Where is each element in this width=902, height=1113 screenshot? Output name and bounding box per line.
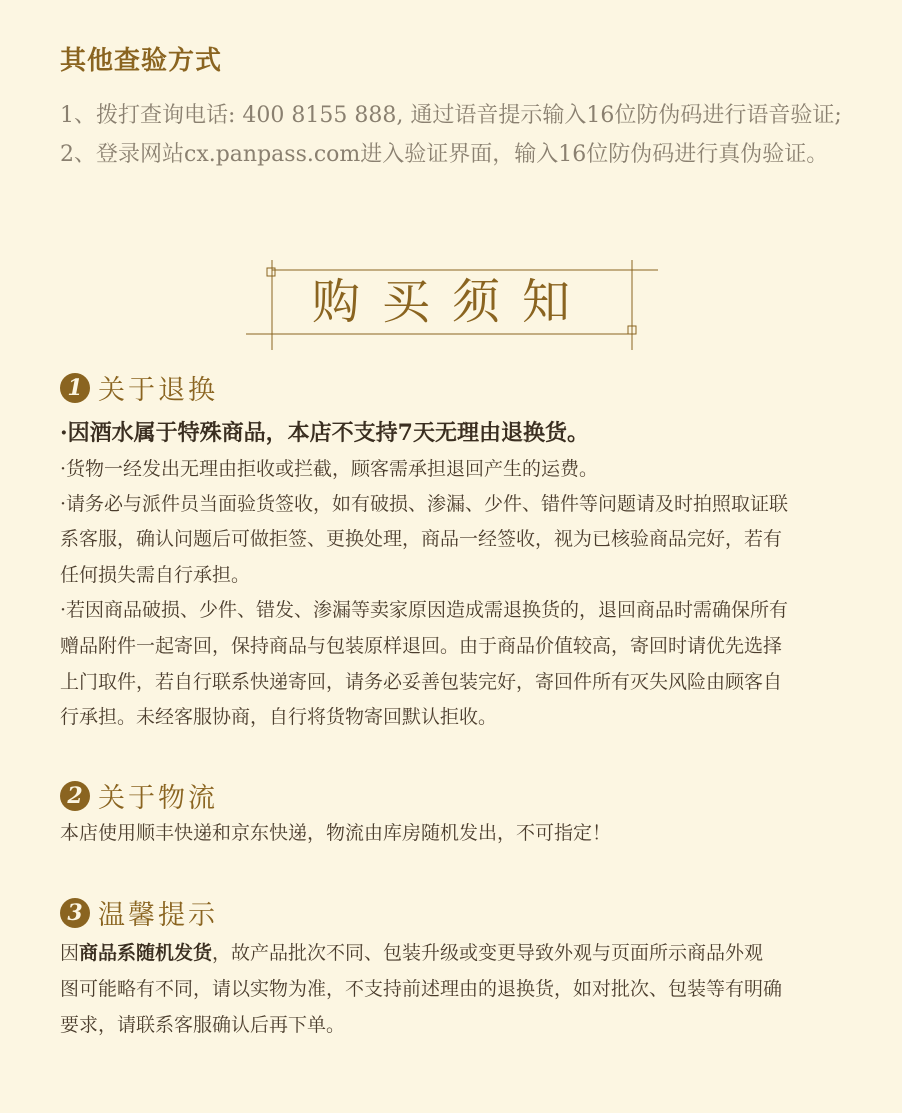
returns-line: ·若因商品破损、少件、错发、渗漏等卖家原因造成需退换货的，退回商品时需确保所有	[60, 599, 789, 621]
other-methods-heading: 其他查验方式	[60, 46, 223, 76]
section-number-badge: 3	[60, 898, 90, 928]
section-returns-header	[60, 368, 218, 407]
section-title: 温馨提示	[98, 900, 218, 931]
other-method-line: 1、拨打查询电话: 400 8155 888, 通过语音提示输入16位防伪码进行语音验证;	[60, 103, 842, 128]
tips-bold-phrase: 商品系随机发货	[79, 942, 213, 964]
purchase-notice-title: 购买须知	[311, 274, 592, 330]
section-tips-header	[60, 893, 218, 932]
section-number-badge: 2	[60, 781, 90, 811]
tips-rest: ，故产品批次不同、包装升级或变更导致外观与页面所示商品外观	[212, 942, 764, 964]
returns-line: 赠品附件一起寄回，保持商品与包装原样退回。由于商品价值较高，寄回时请优先选择	[60, 635, 783, 657]
tips-prefix: 因	[60, 942, 80, 964]
logistics-line: 本店使用顺丰快递和京东快递，物流由库房随机发出，不可指定！	[60, 822, 612, 844]
returns-line: ·请务必与派件员当面验货签收，如有破损、渗漏、少件、错件等问题请及时拍照取证联	[60, 493, 789, 515]
purchase-notice-title-frame	[242, 258, 662, 352]
section-title: 关于物流	[98, 783, 218, 814]
tips-line	[60, 940, 763, 966]
other-method-line: 2、登录网站cx.panpass.com进入验证界面，输入16位防伪码进行真伪验证。	[60, 142, 829, 167]
section-title: 关于退换	[98, 375, 218, 406]
returns-line: 系客服，确认问题后可做拒签、更换处理，商品一经签收，视为已核验商品完好，若有	[60, 528, 783, 550]
returns-policy-highlight: ·因酒水属于特殊商品，本店不支持7天无理由退换货。	[60, 420, 589, 446]
tips-line: 图可能略有不同，请以实物为准，不支持前述理由的退换货，如对批次、包装等有明确	[60, 978, 783, 1000]
returns-line: 任何损失需自行承担。	[60, 564, 251, 586]
returns-line: 上门取件，若自行联系快递寄回，请务必妥善包装完好，寄回件所有灭失风险由顾客自	[60, 671, 783, 693]
returns-line: ·货物一经发出无理由拒收或拦截，顾客需承担退回产生的运费。	[60, 458, 599, 480]
section-logistics-header	[60, 776, 218, 815]
section-number-badge: 1	[60, 373, 90, 403]
tips-line: 要求，请联系客服确认后再下单。	[60, 1014, 346, 1036]
returns-line: 行承担。未经客服协商，自行将货物寄回默认拒收。	[60, 706, 498, 728]
